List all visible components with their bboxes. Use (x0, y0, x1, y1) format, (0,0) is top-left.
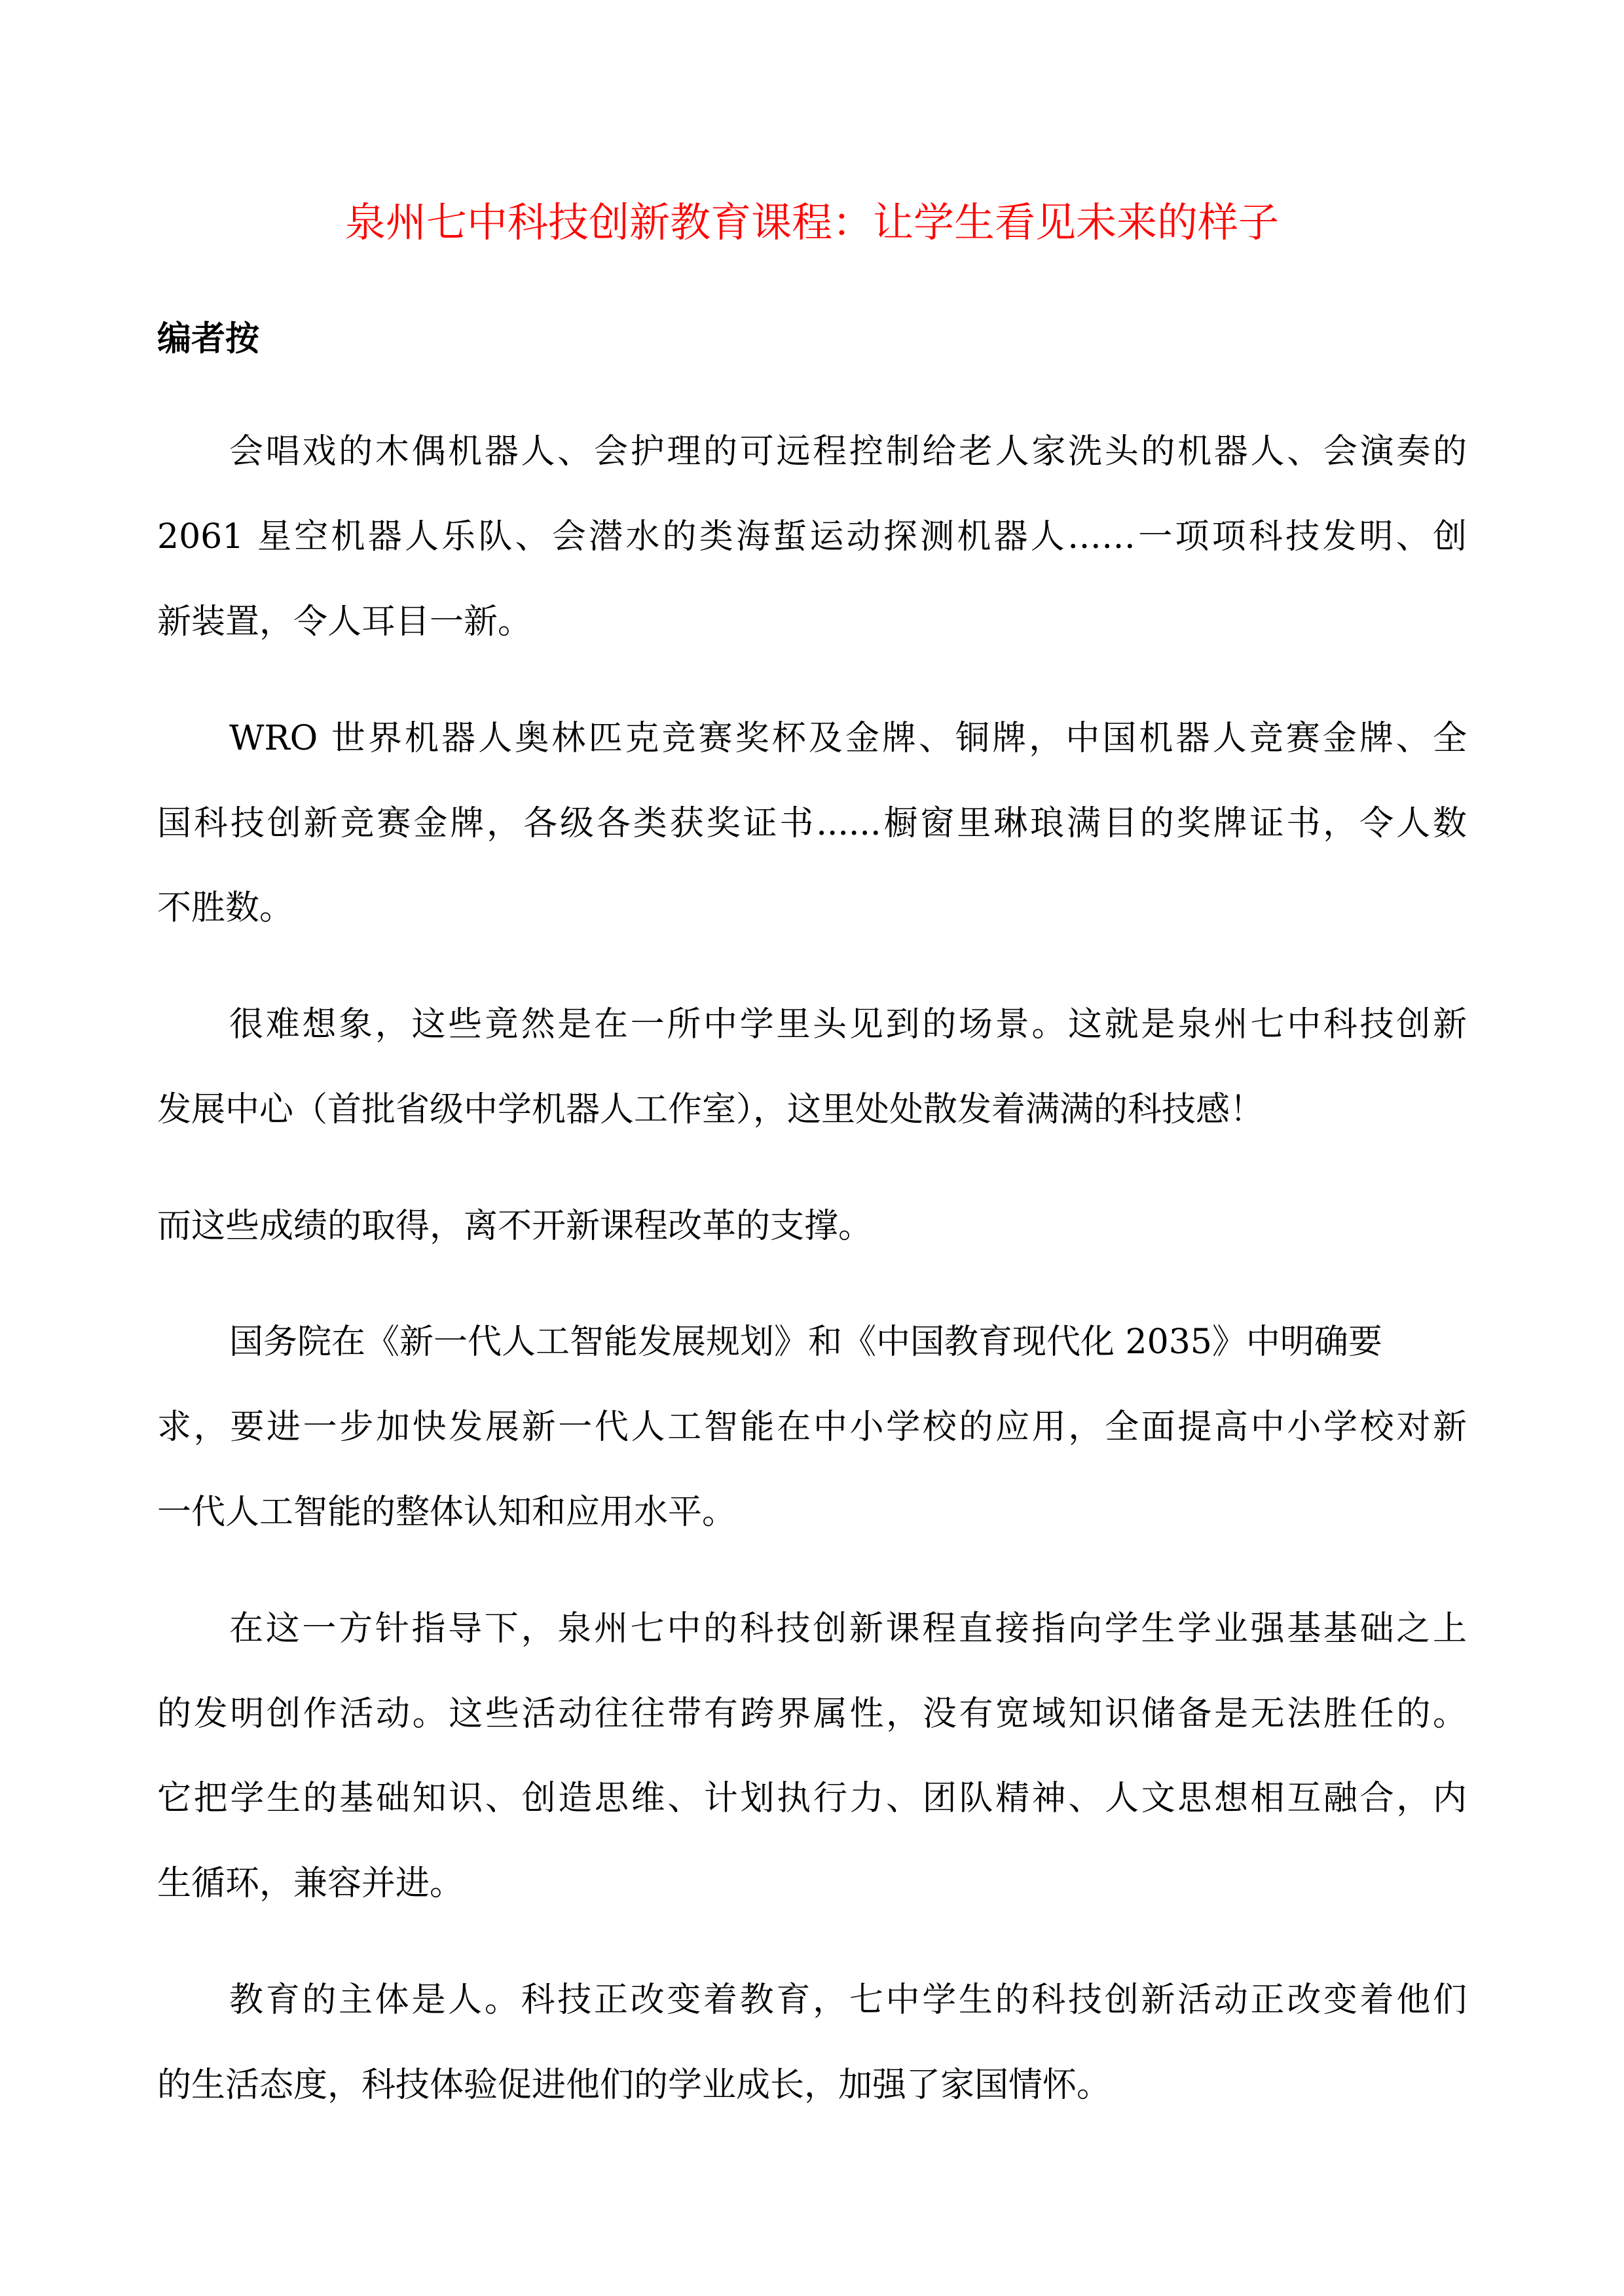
paragraph-2-line-3: 不胜数。 (157, 888, 294, 928)
paragraph-7-line-1: 教育的主体是人。科技正改变着教育，七中学生的科技创新活动正改变着他们 (229, 1980, 1467, 2020)
paragraph-2-line-1: WRO 世界机器人奥林匹克竞赛奖杯及金牌、铜牌，中国机器人竞赛金牌、全 (229, 719, 1467, 758)
paragraph-6-line-4: 生循环，兼容并进。 (157, 1864, 464, 1903)
paragraph-1-line-2: 2061 星空机器人乐队、会潜水的类海蜇运动探测机器人……一项项科技发明、创 (157, 517, 1467, 556)
paragraph-5-line-1: 国务院在《新一代人工智能发展规划》和《中国教育现代化 2035》中明确要 (229, 1322, 1382, 1362)
paragraph-6-line-1: 在这一方针指导下，泉州七中的科技创新课程直接指向学生学业强基基础之上 (229, 1609, 1467, 1649)
paragraph-5-line-3: 一代人工智能的整体认知和应用水平。 (157, 1493, 737, 1532)
article-title: 泉州七中科技创新教育课程：让学生看见未来的样子 (344, 198, 1279, 246)
editor-note-heading: 编者按 (157, 319, 260, 359)
paragraph-6-line-3: 它把学生的基础知识、创造思维、计划执行力、团队精神、人文思想相互融合，内 (157, 1779, 1467, 1818)
paragraph-7-line-2: 的生活态度，科技体验促进他们的学业成长，加强了家国情怀。 (157, 2066, 1111, 2105)
paragraph-1-line-3: 新装置，令人耳目一新。 (157, 602, 532, 642)
paragraph-2-line-2: 国科技创新竞赛金牌，各级各类获奖证书......橱窗里琳琅满目的奖牌证书，令人数 (157, 804, 1467, 843)
paragraph-3-line-2: 发展中心（首批省级中学机器人工作室），这里处处散发着满满的科技感！ (157, 1090, 1264, 1129)
paragraph-4-line-1: 而这些成绩的取得，离不开新课程改革的支撑。 (157, 1207, 873, 1246)
paragraph-5-line-2: 求，要进一步加快发展新一代人工智能在中小学校的应用，全面提高中小学校对新 (157, 1408, 1467, 1447)
paragraph-3-line-1: 很难想象，这些竟然是在一所中学里头见到的场景。这就是泉州七中科技创新 (229, 1005, 1467, 1044)
paragraph-1-line-1: 会唱戏的木偶机器人、会护理的可远程控制给老人家洗头的机器人、会演奏的 (229, 432, 1467, 471)
paragraph-6-line-2: 的发明创作活动。这些活动往往带有跨界属性，没有宽域知识储备是无法胜任的。 (157, 1694, 1467, 1734)
